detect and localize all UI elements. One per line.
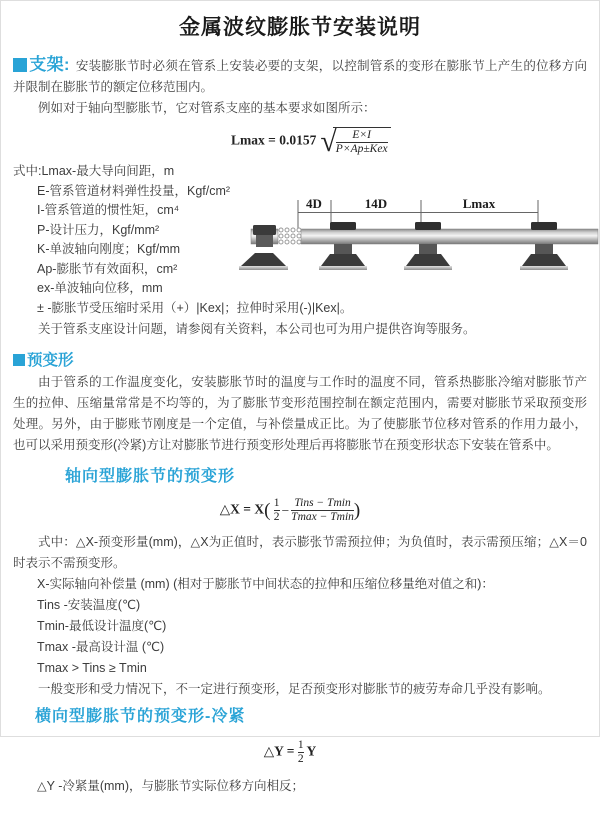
pipe: [251, 229, 598, 244]
lmax-formula-numerator: E×I: [352, 129, 371, 141]
definition-line: 式中:Lmax-最大导向间距，m: [13, 164, 175, 178]
diagram-svg: [251, 193, 598, 299]
preset-section-label: 预变形: [27, 352, 74, 369]
definition-line: E-管系管道材料弹性投量，Kgf/cm²: [37, 183, 231, 198]
axial-definition-line: X-实际轴向补偿量 (mm) (相对于膨胀节中间状态的拉伸和压缩位移量绝对值之和)：: [37, 577, 494, 591]
axial-closing-text: 一般变形和受力情况下，不一定进行预变形，足否预变形对膨胀节的疲劳寿命几乎没有影响。: [38, 682, 551, 696]
minus-operator: −: [281, 503, 290, 518]
axial-definition-line: Tins -安装温度(℃): [37, 598, 141, 612]
definition-line: ex-单波轴向位移，mm: [37, 281, 163, 295]
definition-line: Ap-膨胀节有效面积，cm²: [37, 261, 178, 276]
close-paren: ): [353, 500, 361, 521]
lmax-formula-denominator: P×Ap±Kex: [335, 143, 388, 155]
dimension-labels: [306, 196, 496, 211]
dimension-label: 14D: [364, 196, 388, 211]
definition-line: I-管系管道的惯性矩，cm⁴: [37, 203, 180, 217]
definition-line: P-设计压力，Kgf/mm²: [37, 222, 160, 237]
lateral-note-text: △Y -冷紧量(mm)，与膨胀节实际位移方向相反；: [37, 779, 305, 793]
axial-preset-heading: 轴向型膨胀节的预变形: [65, 468, 236, 485]
lateral-preset-formula: [0, 739, 587, 766]
support-example-text: 例如对于轴向型膨胀节，它对管系支座的基本要求如图所示：: [38, 101, 376, 115]
lateral-formula-lhs: △Y =: [263, 743, 295, 759]
section-marker-icon: [13, 354, 25, 366]
axial-formula-explanation: 式中：△X-预变形量(mm)，△X为正值时，表示膨张节需预拉伸；为负值时，表示需预压缩；△X＝0时表示不需预变形。: [13, 535, 587, 570]
support-intro-text: 安装膨胀节时必须在管系上安装必要的支架，以控制管系的变形在膨胀节上产生的位移方向并限制在膨胀节的额定位移范围内。: [13, 59, 587, 94]
bellows-icon: [279, 228, 301, 244]
axial-preset-formula: [0, 497, 587, 524]
axial-definition-line: Tmax -最高设计温 (℃): [37, 640, 165, 654]
support-spacing-diagram: [251, 193, 598, 299]
preset-section-heading: [13, 350, 587, 372]
dimension-label: Lmax: [462, 196, 496, 211]
preset-body-text: 由于管系的工作温度变化，安装膨胀节时的温度与工作时的温度不同，管系热膨胀冷缩对膨胀节产生的拉伸、压缩量常常是不均等的，为了膨胀节变形范围控制在额定范围内，需要对膨胀节采取预变形处理。另外，由于膨账节刚度是一个定值，与补偿量成正比。为了使膨胀节位移对管系的作用力最小，也可以采用预变形(冷紧)方让对膨胀节进行预变形处理后再将膨胀节在预变形状态下安装在管系中。: [13, 375, 587, 452]
axial-definition-line: Tmin-最低设计温度(℃): [37, 619, 167, 633]
lateral-preset-heading: 横向型膨胀节的预变形-冷紧: [35, 708, 246, 725]
support-section-label: 支架:: [29, 55, 70, 74]
support-note-text: 关于管系支座设计问题，请参阅有关资料，本公司也可为用户提供咨询等服务。: [38, 322, 476, 336]
document-content: [1, 54, 599, 817]
definition-line: ± -膨胀节受压缩时采用（+）|Kex|；拉伸时采用(-)|Kex|。: [37, 300, 353, 315]
one-half-fraction: $\frac{1}{2}$: [297, 739, 304, 765]
lateral-formula-rhs: Y: [306, 743, 317, 759]
dimension-label: 4D: [306, 196, 322, 211]
axial-definition-line: Tmax > Tins ≥ Tmin: [37, 661, 147, 675]
page-title: 金属波纹膨胀节安装说明: [179, 16, 421, 39]
support-section-intro: [13, 54, 587, 98]
open-paren: (: [264, 500, 271, 521]
lmax-formula-fraction: [336, 129, 388, 156]
definition-line: K-单波轴向刚度；Kgf/mm: [37, 242, 181, 256]
axial-formula-lhs: △X = X: [219, 501, 265, 517]
section-marker-icon: [13, 58, 27, 72]
one-half-fraction: $\frac{1}{2}$: [273, 497, 280, 523]
temperature-fraction: $\frac{\text{Tins − Tmin}}{Tmax - Tmin}$: [291, 497, 354, 523]
radical-icon: √: [320, 124, 337, 158]
lmax-formula: [231, 124, 587, 158]
lmax-formula-lhs: Lmax = 0.0157: [231, 132, 317, 148]
